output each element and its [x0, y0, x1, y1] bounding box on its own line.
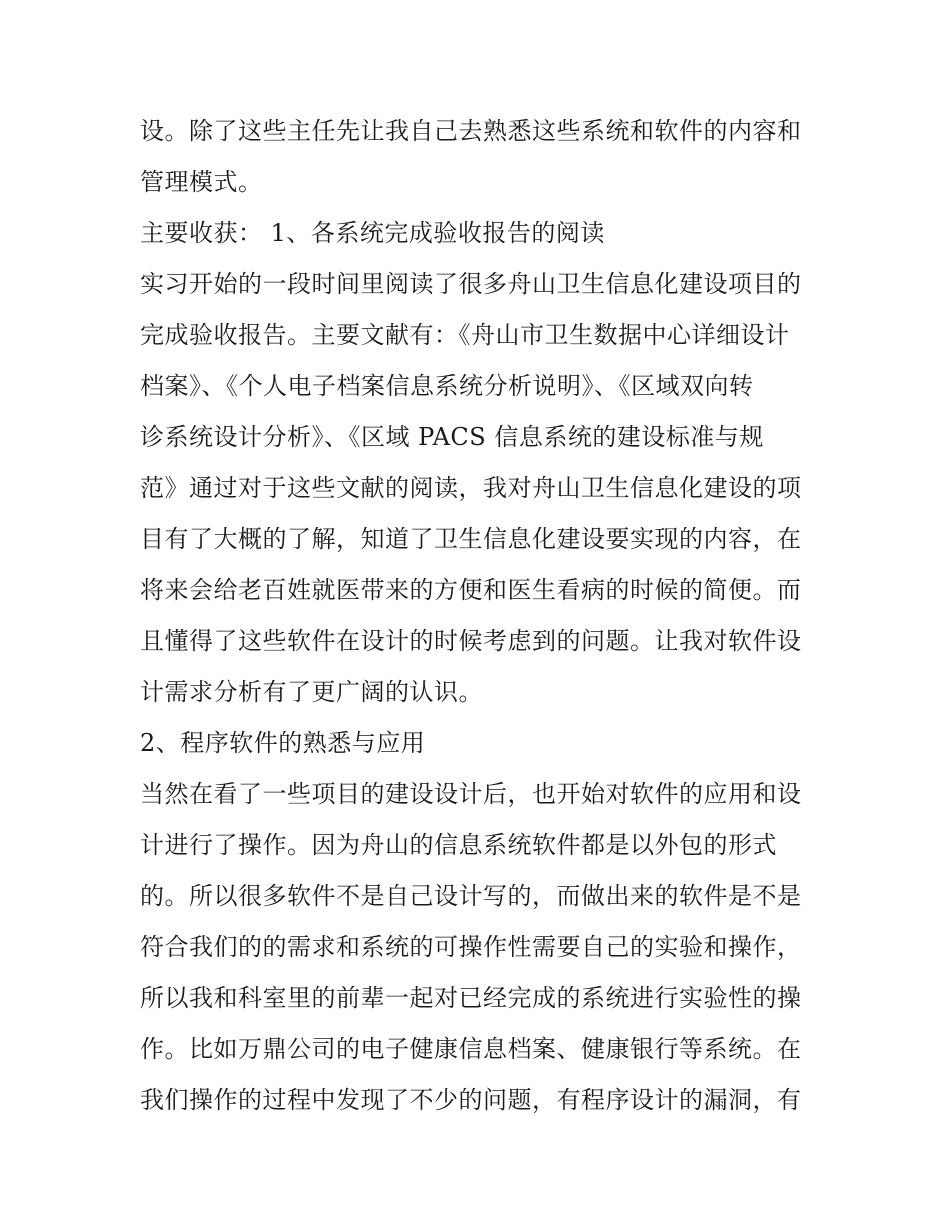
text-line: 档案》、《个人电子档案信息系统分析说明》、《区域双向转 [140, 372, 754, 400]
text-line: 实习开始的一段时间里阅读了很多舟山卫生信息化建设项目的 [140, 270, 802, 298]
text-line: 符合我们的的需求和系统的可操作性需要自己的实验和操作， [140, 933, 802, 961]
text-line: 完成验收报告。主要文献有：《舟山市卫生数据中心详细设计 [140, 321, 790, 349]
text-line: 我们操作的过程中发现了不少的问题，有程序设计的漏洞，有 [140, 1086, 802, 1114]
text-line: 且懂得了这些软件在设计的时候考虑到的问题。让我对软件设 [140, 627, 802, 655]
text-line: 设。除了这些主任先让我自己去熟悉这些系统和软件的内容和 [140, 117, 802, 145]
body-text [140, 106, 820, 1126]
text-line: 诊系统设计分析》、《区域 PACS 信息系统的建设标准与规 [140, 423, 764, 451]
text-line: 将来会给老百姓就医带来的方便和医生看病的时候的简便。而 [140, 576, 802, 604]
text-line: 所以我和科室里的前辈一起对已经完成的系统进行实验性的操 [140, 984, 802, 1012]
text-line: 目有了大概的了解，知道了卫生信息化建设要实现的内容，在 [140, 525, 802, 553]
text-line: 的。所以很多软件不是自己设计写的，而做出来的软件是不是 [140, 882, 802, 910]
text-line: 作。比如万鼎公司的电子健康信息档案、健康银行等系统。在 [140, 1035, 802, 1063]
section-heading: 主要收获： 1、各系统完成验收报告的阅读 [140, 219, 605, 247]
section-heading: 2、程序软件的熟悉与应用 [140, 729, 426, 757]
text-line: 当然在看了一些项目的建设设计后，也开始对软件的应用和设 [140, 780, 802, 808]
text-line: 范》通过对于这些文献的阅读，我对舟山卫生信息化建设的项 [140, 474, 802, 502]
text-line: 管理模式。 [140, 168, 263, 196]
text-line: 计需求分析有了更广阔的认识。 [140, 678, 483, 706]
text-line: 计进行了操作。因为舟山的信息系统软件都是以外包的形式 [140, 831, 777, 859]
